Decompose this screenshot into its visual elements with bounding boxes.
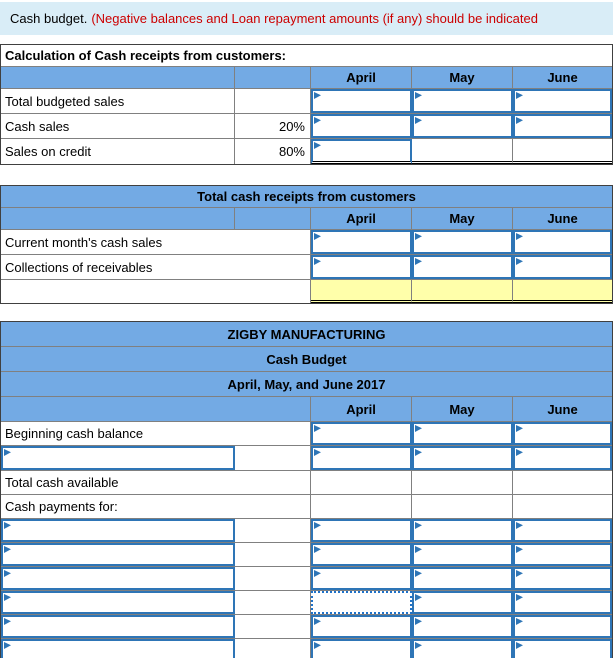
section2-title: Total cash receipts from customers — [197, 189, 416, 204]
amount-input-cell[interactable] — [412, 255, 513, 279]
pct-cell: 80% — [235, 139, 311, 164]
table-row — [1, 230, 612, 255]
amount-input-cell[interactable] — [412, 114, 513, 138]
amount-input-cell[interactable] — [311, 567, 412, 590]
payment-entry-row — [1, 639, 612, 658]
total-cash-receipts-table — [0, 185, 613, 304]
label-input-cell[interactable] — [1, 567, 235, 590]
header-spacer — [235, 208, 311, 229]
amount-input-cell[interactable] — [513, 114, 612, 138]
amount-input-cell[interactable] — [311, 89, 412, 113]
column-header-may: May — [412, 208, 513, 229]
input-flag-icon — [4, 594, 11, 605]
input-flag-icon — [415, 618, 422, 629]
table-row — [1, 495, 612, 519]
input-flag-icon — [516, 258, 523, 269]
empty-cell — [235, 446, 311, 470]
input-flag-icon — [415, 233, 422, 244]
empty-cell — [412, 471, 513, 494]
input-flag-icon — [415, 570, 422, 581]
empty-cell — [412, 139, 513, 164]
input-flag-icon — [516, 642, 523, 653]
amount-input-cell[interactable] — [311, 639, 412, 658]
header-spacer — [1, 67, 235, 88]
banner-title: Cash budget. — [10, 11, 88, 26]
empty-cell — [513, 495, 612, 518]
input-flag-icon — [516, 618, 523, 629]
empty-label-cell — [1, 280, 311, 303]
row-label: Collections of receivables — [1, 255, 311, 279]
amount-input-cell[interactable] — [412, 543, 513, 566]
header-spacer — [235, 67, 311, 88]
column-header-april: April — [311, 67, 412, 88]
input-flag-icon — [415, 642, 422, 653]
table-row — [1, 471, 612, 495]
input-flag-icon — [314, 570, 321, 581]
input-flag-icon — [4, 642, 11, 653]
input-flag-icon — [415, 117, 422, 128]
label-input-cell[interactable] — [1, 543, 235, 566]
payment-entry-row — [1, 519, 612, 543]
amount-input-cell[interactable] — [412, 519, 513, 542]
input-flag-icon — [314, 258, 321, 269]
column-header-may: May — [412, 397, 513, 421]
table-row — [1, 255, 612, 280]
amount-input-cell[interactable] — [513, 422, 612, 445]
table-row — [1, 89, 612, 114]
amount-input-cell[interactable] — [412, 567, 513, 590]
payment-entry-row — [1, 591, 612, 615]
amount-input-cell[interactable] — [412, 230, 513, 254]
empty-cell — [513, 471, 612, 494]
amount-input-cell[interactable] — [513, 639, 612, 658]
row-label: Current month's cash sales — [1, 230, 311, 254]
company-name: ZIGBY MANUFACTURING — [227, 326, 386, 342]
input-flag-icon — [314, 642, 321, 653]
input-flag-icon — [415, 92, 422, 103]
empty-cell — [235, 615, 311, 638]
header-spacer — [1, 208, 235, 229]
input-flag-icon — [516, 233, 523, 244]
total-highlight-cell — [311, 280, 412, 303]
amount-input-cell[interactable] — [311, 422, 412, 445]
input-flag-icon — [516, 522, 523, 533]
empty-cell — [412, 495, 513, 518]
input-flag-icon — [314, 117, 321, 128]
input-flag-icon — [4, 570, 11, 581]
amount-input-cell[interactable] — [412, 446, 513, 470]
input-flag-icon — [4, 546, 11, 557]
row-label: Cash payments for: — [1, 495, 311, 518]
empty-cell — [235, 543, 311, 566]
section1-header-row — [1, 67, 612, 89]
cash-budget-table — [0, 321, 613, 658]
empty-cell — [235, 591, 311, 614]
input-flag-icon — [415, 522, 422, 533]
report-title: Cash Budget — [266, 351, 347, 367]
section1-heading: Calculation of Cash receipts from customers: — [5, 48, 287, 63]
column-header-june: June — [547, 401, 578, 417]
empty-cell — [235, 519, 311, 542]
amount-input-cell[interactable] — [513, 519, 612, 542]
table-row — [1, 114, 612, 139]
input-flag-icon — [516, 425, 523, 436]
amount-input-cell[interactable] — [513, 255, 612, 279]
column-header-april: April — [311, 397, 412, 421]
amount-input-cell[interactable] — [311, 139, 412, 164]
empty-cell — [235, 639, 311, 658]
input-flag-icon — [314, 142, 321, 153]
input-flag-icon — [4, 449, 11, 460]
amount-input-cell[interactable] — [311, 446, 412, 470]
input-flag-icon — [314, 546, 321, 557]
amount-input-cell[interactable] — [412, 615, 513, 638]
row-label: Sales on credit — [1, 139, 235, 164]
row-label: Beginning cash balance — [1, 422, 311, 445]
section2-header-row — [1, 208, 612, 230]
row-label: Total cash available — [1, 471, 311, 494]
amount-input-cell[interactable] — [513, 543, 612, 566]
report-period: April, May, and June 2017 — [227, 376, 386, 392]
amount-input-cell[interactable] — [311, 519, 412, 542]
amount-input-cell[interactable] — [311, 615, 412, 638]
row-label: Cash sales — [1, 114, 235, 138]
table-row — [1, 139, 612, 164]
table-row — [1, 446, 612, 471]
total-highlight-cell — [513, 280, 612, 303]
amount-input-cell[interactable] — [513, 446, 612, 470]
instruction-banner — [0, 2, 613, 35]
input-flag-icon — [314, 92, 321, 103]
label-input-cell[interactable] — [1, 519, 235, 542]
section3-header-row — [1, 397, 612, 422]
input-flag-icon — [4, 618, 11, 629]
input-flag-icon — [516, 546, 523, 557]
input-flag-icon — [516, 117, 523, 128]
label-input-cell[interactable] — [1, 591, 235, 614]
payment-entry-row — [1, 567, 612, 591]
column-header-june: June — [547, 70, 578, 85]
amount-input-cell[interactable] — [513, 591, 612, 614]
amount-input-cell[interactable] — [513, 89, 612, 113]
empty-cell — [235, 567, 311, 590]
amount-input-cell[interactable] — [513, 230, 612, 254]
total-highlight-cell — [412, 280, 513, 303]
input-flag-icon — [314, 618, 321, 629]
input-flag-icon — [415, 546, 422, 557]
input-flag-icon — [415, 425, 422, 436]
pct-cell: 20% — [235, 114, 311, 138]
pct-cell — [235, 89, 311, 113]
input-flag-icon — [415, 594, 422, 605]
payment-entry-row — [1, 615, 612, 639]
column-header-may: May — [412, 67, 513, 88]
label-input-cell[interactable] — [1, 615, 235, 638]
amount-input-cell[interactable] — [311, 543, 412, 566]
amount-input-cell[interactable] — [311, 114, 412, 138]
amount-input-cell[interactable] — [513, 615, 612, 638]
empty-cell — [311, 471, 412, 494]
input-flag-icon — [516, 570, 523, 581]
input-flag-icon — [415, 258, 422, 269]
input-flag-icon — [314, 522, 321, 533]
table-row — [1, 422, 612, 446]
label-input-cell[interactable] — [1, 639, 235, 658]
amount-input-cell[interactable] — [412, 422, 513, 445]
input-flag-icon — [314, 425, 321, 436]
input-flag-icon — [516, 594, 523, 605]
amount-input-cell[interactable] — [412, 639, 513, 658]
total-row — [1, 280, 612, 303]
column-header-june: June — [547, 211, 578, 226]
input-flag-icon — [415, 449, 422, 460]
amount-input-cell[interactable] — [311, 230, 412, 254]
empty-cell — [513, 139, 612, 164]
amount-input-cell[interactable] — [311, 255, 412, 279]
column-header-april: April — [311, 208, 412, 229]
empty-cell — [311, 495, 412, 518]
payment-entry-row — [1, 543, 612, 567]
row-label: Total budgeted sales — [1, 89, 235, 113]
header-spacer — [1, 397, 311, 421]
input-flag-icon — [314, 449, 321, 460]
label-input-cell[interactable] — [1, 446, 235, 470]
selected-cell[interactable] — [311, 591, 412, 614]
input-flag-icon — [314, 233, 321, 244]
amount-input-cell[interactable] — [412, 591, 513, 614]
input-flag-icon — [516, 92, 523, 103]
amount-input-cell[interactable] — [412, 89, 513, 113]
cash-receipts-calculation-table — [0, 44, 613, 165]
amount-input-cell[interactable] — [513, 567, 612, 590]
banner-note: (Negative balances and Loan repayment amounts (if any) should be indicated — [91, 11, 538, 26]
input-flag-icon — [516, 449, 523, 460]
input-flag-icon — [4, 522, 11, 533]
